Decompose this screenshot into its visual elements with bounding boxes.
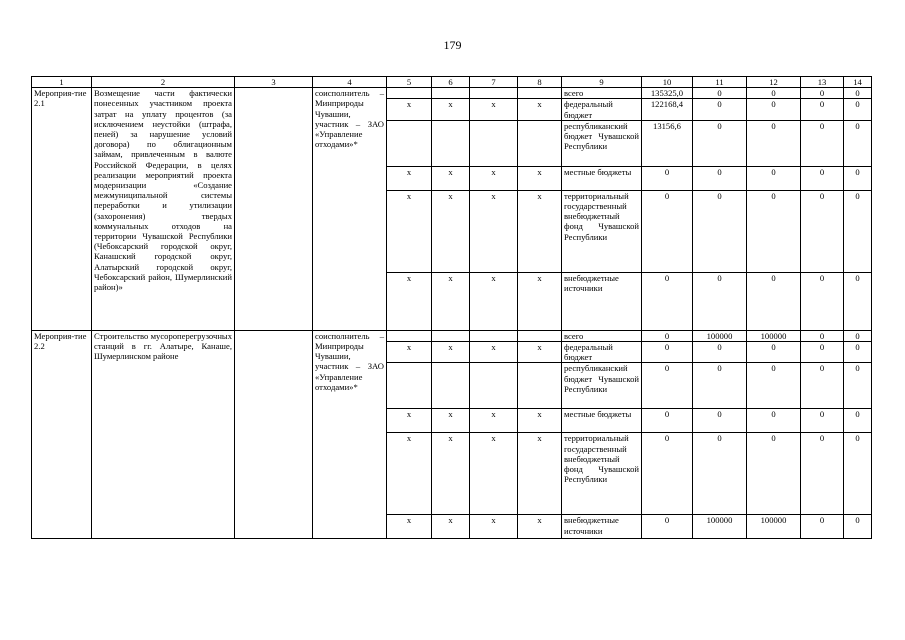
cell-col6: x bbox=[432, 99, 470, 120]
cell-col7: x bbox=[470, 342, 518, 363]
cell-col6: x bbox=[432, 166, 470, 190]
cell-col8: x bbox=[518, 342, 562, 363]
measure-description: Строительство мусороперегрузочных станций в гг. Алатыре, Канаше, Шумерлинском районе bbox=[92, 330, 235, 539]
value-col14: 0 bbox=[844, 433, 872, 515]
value-col10: 0 bbox=[642, 515, 693, 539]
cell-col7: x bbox=[470, 166, 518, 190]
value-col14: 0 bbox=[844, 363, 872, 409]
co-executor: соисполнитель – Минприроды Чувашии, участник – ЗАО «Управление отходами»* bbox=[313, 88, 387, 331]
value-col14: 0 bbox=[844, 166, 872, 190]
value-col10: 0 bbox=[642, 433, 693, 515]
funding-source: федеральный бюджет bbox=[562, 342, 642, 363]
funding-source: всего bbox=[562, 88, 642, 99]
cell-col8 bbox=[518, 88, 562, 99]
column-header: 13 bbox=[801, 77, 844, 88]
value-col12: 0 bbox=[747, 363, 801, 409]
value-col13: 0 bbox=[801, 363, 844, 409]
value-col10: 0 bbox=[642, 342, 693, 363]
column-header: 7 bbox=[470, 77, 518, 88]
value-col11: 0 bbox=[693, 99, 747, 120]
responsible-executor bbox=[235, 330, 313, 539]
value-col14: 0 bbox=[844, 120, 872, 166]
value-col14: 0 bbox=[844, 409, 872, 433]
column-header: 2 bbox=[92, 77, 235, 88]
cell-col6 bbox=[432, 363, 470, 409]
value-col10: 0 bbox=[642, 190, 693, 272]
cell-col7: x bbox=[470, 409, 518, 433]
cell-col6: x bbox=[432, 433, 470, 515]
value-col14: 0 bbox=[844, 99, 872, 120]
funding-source: республиканский бюджет Чувашской Республики bbox=[562, 363, 642, 409]
column-header: 10 bbox=[642, 77, 693, 88]
cell-col8 bbox=[518, 363, 562, 409]
cell-col8: x bbox=[518, 515, 562, 539]
value-col12: 0 bbox=[747, 433, 801, 515]
value-col11: 0 bbox=[693, 409, 747, 433]
column-header: 8 bbox=[518, 77, 562, 88]
value-col10: 0 bbox=[642, 272, 693, 330]
column-header: 3 bbox=[235, 77, 313, 88]
value-col11: 0 bbox=[693, 190, 747, 272]
value-col14: 0 bbox=[844, 88, 872, 99]
cell-col7: x bbox=[470, 515, 518, 539]
value-col11: 100000 bbox=[693, 515, 747, 539]
value-col13: 0 bbox=[801, 409, 844, 433]
value-col14: 0 bbox=[844, 515, 872, 539]
value-col13: 0 bbox=[801, 342, 844, 363]
cell-col5: x bbox=[387, 272, 432, 330]
value-col10: 135325,0 bbox=[642, 88, 693, 99]
funding-source: федеральный бюджет bbox=[562, 99, 642, 120]
value-col11: 0 bbox=[693, 88, 747, 99]
value-col12: 0 bbox=[747, 99, 801, 120]
value-col12: 0 bbox=[747, 409, 801, 433]
cell-col5: x bbox=[387, 99, 432, 120]
value-col14: 0 bbox=[844, 330, 872, 341]
co-executor: соисполнитель – Минприроды Чувашии, участник – ЗАО «Управление отходами»* bbox=[313, 330, 387, 539]
funding-row bbox=[32, 88, 872, 99]
cell-col8 bbox=[518, 330, 562, 341]
cell-col7: x bbox=[470, 433, 518, 515]
value-col12: 0 bbox=[747, 272, 801, 330]
column-header: 1 bbox=[32, 77, 92, 88]
funding-source: всего bbox=[562, 330, 642, 341]
cell-col5: x bbox=[387, 342, 432, 363]
cell-col7 bbox=[470, 120, 518, 166]
value-col10: 0 bbox=[642, 166, 693, 190]
cell-col6: x bbox=[432, 409, 470, 433]
cell-col6: x bbox=[432, 272, 470, 330]
value-col11: 0 bbox=[693, 120, 747, 166]
cell-col8: x bbox=[518, 409, 562, 433]
value-col13: 0 bbox=[801, 120, 844, 166]
value-col12: 100000 bbox=[747, 330, 801, 341]
funding-source: внебюджетные источники bbox=[562, 515, 642, 539]
value-col13: 0 bbox=[801, 433, 844, 515]
value-col12: 0 bbox=[747, 342, 801, 363]
cell-col6: x bbox=[432, 190, 470, 272]
value-col13: 0 bbox=[801, 272, 844, 330]
measure-description: Возмещение части фактически понесенных участником проекта затрат на уплату процентов (за исключением неустойки (штрафа, пеней) за нарушение условий договора) по облигационным займам, привлеченным в валюте Российской Федерации, в целях реализации мероприятий проекта модернизации «Создание межмуниципальной системы переработки и утилизации (захоронения) твердых коммунальных отходов на территории Чувашской Республики (Чебоксарский городской округ, Канашский городской округ, Алатырский городской округ, Чебоксарский район, Шумерлинский район)» bbox=[92, 88, 235, 331]
value-col12: 0 bbox=[747, 166, 801, 190]
value-col11: 0 bbox=[693, 433, 747, 515]
program-table bbox=[31, 76, 872, 539]
cell-col6: x bbox=[432, 515, 470, 539]
cell-col8: x bbox=[518, 272, 562, 330]
responsible-executor bbox=[235, 88, 313, 331]
page-number: 179 bbox=[443, 38, 462, 52]
cell-col7 bbox=[470, 363, 518, 409]
funding-source: республиканский бюджет Чувашской Республики bbox=[562, 120, 642, 166]
funding-source: территориальный государственный внебюджетный фонд Чувашской Республики bbox=[562, 433, 642, 515]
cell-col5: x bbox=[387, 166, 432, 190]
cell-col6 bbox=[432, 120, 470, 166]
cell-col7: x bbox=[470, 190, 518, 272]
value-col11: 100000 bbox=[693, 330, 747, 341]
cell-col5 bbox=[387, 330, 432, 341]
value-col13: 0 bbox=[801, 99, 844, 120]
cell-col5: x bbox=[387, 190, 432, 272]
cell-col8: x bbox=[518, 166, 562, 190]
value-col11: 0 bbox=[693, 342, 747, 363]
cell-col5: x bbox=[387, 409, 432, 433]
value-col12: 0 bbox=[747, 190, 801, 272]
cell-col8: x bbox=[518, 433, 562, 515]
measure-code: Мероприя-тие 2.1 bbox=[32, 88, 92, 331]
value-col14: 0 bbox=[844, 272, 872, 330]
value-col12: 100000 bbox=[747, 515, 801, 539]
column-header: 14 bbox=[844, 77, 872, 88]
value-col14: 0 bbox=[844, 190, 872, 272]
value-col13: 0 bbox=[801, 515, 844, 539]
column-header: 11 bbox=[693, 77, 747, 88]
cell-col5 bbox=[387, 120, 432, 166]
funding-source: местные бюджеты bbox=[562, 409, 642, 433]
value-col13: 0 bbox=[801, 330, 844, 341]
measure-code: Мероприя-тие 2.2 bbox=[32, 330, 92, 539]
value-col11: 0 bbox=[693, 272, 747, 330]
cell-col5 bbox=[387, 363, 432, 409]
cell-col8: x bbox=[518, 99, 562, 120]
column-header: 5 bbox=[387, 77, 432, 88]
funding-source: территориальный государственный внебюджетный фонд Чувашской Республики bbox=[562, 190, 642, 272]
value-col10: 13156,6 bbox=[642, 120, 693, 166]
cell-col8 bbox=[518, 120, 562, 166]
cell-col5 bbox=[387, 88, 432, 99]
cell-col7: x bbox=[470, 272, 518, 330]
cell-col6 bbox=[432, 88, 470, 99]
funding-source: местные бюджеты bbox=[562, 166, 642, 190]
funding-row bbox=[32, 330, 872, 341]
value-col11: 0 bbox=[693, 363, 747, 409]
value-col12: 0 bbox=[747, 88, 801, 99]
column-header: 6 bbox=[432, 77, 470, 88]
value-col12: 0 bbox=[747, 120, 801, 166]
value-col10: 0 bbox=[642, 330, 693, 341]
cell-col7: x bbox=[470, 99, 518, 120]
value-col10: 0 bbox=[642, 409, 693, 433]
cell-col7 bbox=[470, 330, 518, 341]
column-header: 12 bbox=[747, 77, 801, 88]
column-header: 9 bbox=[562, 77, 642, 88]
cell-col5: x bbox=[387, 515, 432, 539]
column-header: 4 bbox=[313, 77, 387, 88]
value-col11: 0 bbox=[693, 166, 747, 190]
cell-col7 bbox=[470, 88, 518, 99]
value-col13: 0 bbox=[801, 166, 844, 190]
cell-col8: x bbox=[518, 190, 562, 272]
value-col13: 0 bbox=[801, 88, 844, 99]
column-header-row bbox=[32, 77, 872, 88]
cell-col6 bbox=[432, 330, 470, 341]
cell-col6: x bbox=[432, 342, 470, 363]
value-col14: 0 bbox=[844, 342, 872, 363]
value-col10: 0 bbox=[642, 363, 693, 409]
cell-col5: x bbox=[387, 433, 432, 515]
measures-body bbox=[32, 88, 872, 539]
value-col13: 0 bbox=[801, 190, 844, 272]
funding-source: внебюджетные источники bbox=[562, 272, 642, 330]
value-col10: 122168,4 bbox=[642, 99, 693, 120]
